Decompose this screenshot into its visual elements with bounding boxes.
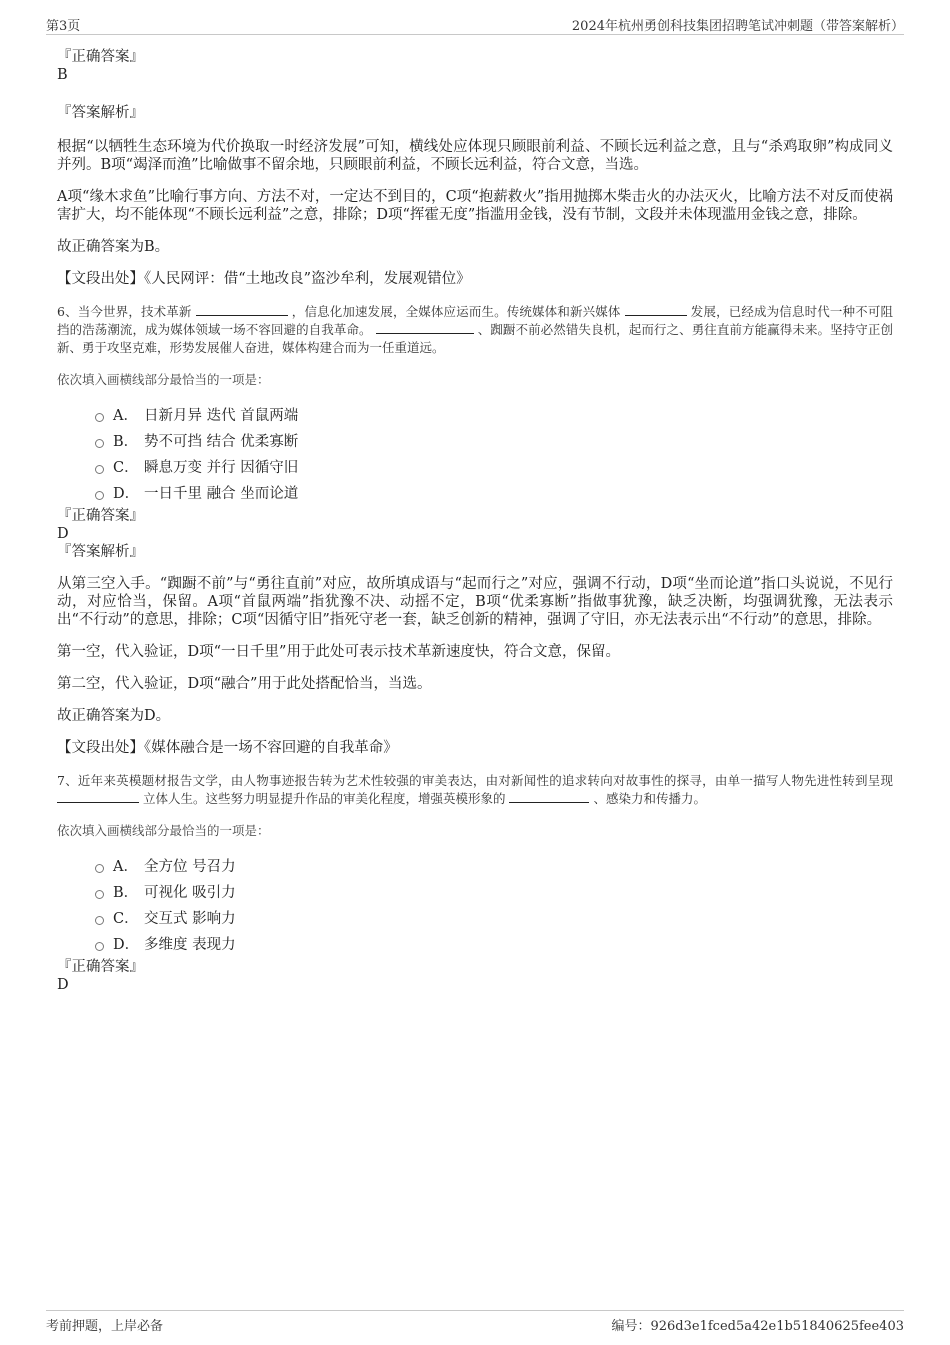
question-text: ，信息化加速发展，全媒体应运而生。传统媒体和新兴媒体 bbox=[291, 304, 621, 319]
answer-label: 『正确答案』 bbox=[57, 49, 144, 65]
page-number: 第3页 bbox=[46, 19, 81, 34]
option-letter: A． bbox=[113, 407, 138, 424]
source-citation: 【文段出处】《人民网评：借“土地改良”盗沙牟利，发展观错位》 bbox=[57, 271, 471, 287]
option-text: 一日千里 融合 坐而论道 bbox=[144, 485, 299, 502]
question-text: 、感染力和传播力。 bbox=[593, 791, 706, 806]
analysis-paragraph: 根据“以牺牲生态环境为代价换取一时经济发展”可知，横线处应体现只顾眼前利益、不顾长远利益之意，且与“杀鸡取卵”构成同义并列。B项“竭泽而渔”比喻做事不留余地，只顾眼前利益，不顾长远利益，符合文意，当选。 bbox=[57, 139, 893, 173]
radio-icon[interactable] bbox=[95, 916, 104, 925]
page-content bbox=[57, 40, 893, 994]
option-c[interactable] bbox=[95, 453, 893, 479]
question-prompt: 依次填入画横线部分最恰当的一项是： bbox=[57, 372, 270, 387]
footer-slogan: 考前押题，上岸必备 bbox=[46, 1319, 164, 1334]
option-text: 交互式 影响力 bbox=[144, 910, 236, 927]
answer-value: D bbox=[57, 977, 69, 993]
option-text: 全方位 号召力 bbox=[144, 858, 236, 875]
radio-icon[interactable] bbox=[95, 864, 104, 873]
radio-icon[interactable] bbox=[95, 890, 104, 899]
option-text: 日新月异 迭代 首鼠两端 bbox=[144, 407, 299, 424]
option-d[interactable] bbox=[95, 479, 893, 505]
option-text: 多维度 表现力 bbox=[144, 936, 236, 953]
option-c[interactable] bbox=[95, 904, 893, 930]
option-text: 瞬息万变 并行 因循守旧 bbox=[144, 459, 299, 476]
analysis-paragraph: A项“缘木求鱼”比喻行事方向、方法不对，一定达不到目的，C项“抱薪救火”指用抛掷木柴击火的办法灭火，比喻方法不对反而使祸害扩大，均不能体现“不顾长远利益”之意，排除；D项“挥霍无度”指滥用金钱，没有节制，文段并未体现滥用金钱之意，排除。 bbox=[57, 189, 893, 223]
answer-value: B bbox=[57, 67, 68, 83]
option-b[interactable] bbox=[95, 878, 893, 904]
option-letter: A． bbox=[113, 858, 138, 875]
fill-blank bbox=[625, 303, 687, 316]
analysis-label: 『答案解析』 bbox=[57, 544, 144, 560]
conclusion: 故正确答案为D。 bbox=[57, 708, 171, 724]
option-a[interactable] bbox=[95, 401, 893, 427]
option-a[interactable] bbox=[95, 852, 893, 878]
analysis-label: 『答案解析』 bbox=[57, 105, 144, 121]
radio-icon[interactable] bbox=[95, 465, 104, 474]
analysis-paragraph: 第二空，代入验证，D项“融合”用于此处搭配恰当，当选。 bbox=[57, 676, 432, 692]
options-list bbox=[95, 401, 893, 505]
option-letter: D． bbox=[113, 936, 140, 953]
analysis-paragraph: 第一空，代入验证，D项“一日千里”用于此处可表示技术革新速度快，符合文意，保留。 bbox=[57, 644, 620, 660]
question-7-stem bbox=[57, 772, 893, 808]
document-id: 编号：926d3e1fced5a42e1b51840625fee403 bbox=[611, 1319, 904, 1334]
answer-label: 『正确答案』 bbox=[57, 959, 144, 975]
source-citation: 【文段出处】《媒体融合是一场不容回避的自我革命》 bbox=[57, 740, 398, 756]
option-text: 可视化 吸引力 bbox=[144, 884, 236, 901]
document-title: 2024年杭州勇创科技集团招聘笔试冲刺题（带答案解析） bbox=[571, 19, 904, 34]
page-footer bbox=[46, 1310, 904, 1335]
option-letter: D． bbox=[113, 485, 140, 502]
fill-blank bbox=[196, 303, 288, 316]
option-letter: C． bbox=[113, 910, 139, 927]
conclusion: 故正确答案为B。 bbox=[57, 239, 170, 255]
question-6-stem bbox=[57, 303, 893, 357]
radio-icon[interactable] bbox=[95, 413, 104, 422]
answer-value: D bbox=[57, 526, 69, 542]
radio-icon[interactable] bbox=[95, 439, 104, 448]
option-letter: B． bbox=[113, 433, 139, 450]
option-d[interactable] bbox=[95, 930, 893, 956]
option-letter: B． bbox=[113, 884, 139, 901]
fill-blank bbox=[509, 790, 589, 803]
question-text: 、踟蹰不前必然错失良机，起而行之、勇往直前方能赢得未来。坚持守正创新、勇于攻坚克难，形势发展催人奋进，媒体构建合而为一任重道远。 bbox=[57, 322, 893, 355]
answer-label: 『正确答案』 bbox=[57, 508, 144, 524]
question-text: 发展，已经成为信息时代一种不可阻挡的浩荡潮流，成为媒体领域一场不容回避的自我革命。 bbox=[57, 304, 893, 337]
radio-icon[interactable] bbox=[95, 491, 104, 500]
fill-blank bbox=[57, 790, 139, 803]
page-header bbox=[46, 12, 904, 35]
question-prompt: 依次填入画横线部分最恰当的一项是： bbox=[57, 823, 270, 838]
fill-blank bbox=[376, 321, 474, 334]
options-list bbox=[95, 852, 893, 956]
option-text: 势不可挡 结合 优柔寡断 bbox=[144, 433, 299, 450]
radio-icon[interactable] bbox=[95, 942, 104, 951]
question-text: 立体人生。这些努力明显提升作品的审美化程度，增强英模形象的 bbox=[142, 791, 506, 806]
option-letter: C． bbox=[113, 459, 139, 476]
question-text: 6、当今世界，技术革新 bbox=[57, 304, 192, 319]
option-b[interactable] bbox=[95, 427, 893, 453]
question-text: 7、近年来英模题材报告文学，由人物事迹报告转为艺术性较强的审美表达，由对新闻性的追求转向对故事性的探寻，由单一描写人物先进性转到呈现 bbox=[57, 773, 893, 788]
analysis-paragraph: 从第三空入手。“踟蹰不前”与“勇往直前”对应，故所填成语与“起而行之”对应，强调不行动，D项“坐而论道”指口头说说，不见行动，对应恰当，保留。A项“首鼠两端”指犹豫不决、动摇不定，B项“优柔寡断”指做事犹豫，缺乏决断，均强调犹豫，无法表示出“不行动”的意思，排除；C项“因循守旧”指死守老一套，缺乏创新的精神，强调了守旧，亦无法表示出“不行动”的意思，排除。 bbox=[57, 576, 893, 628]
